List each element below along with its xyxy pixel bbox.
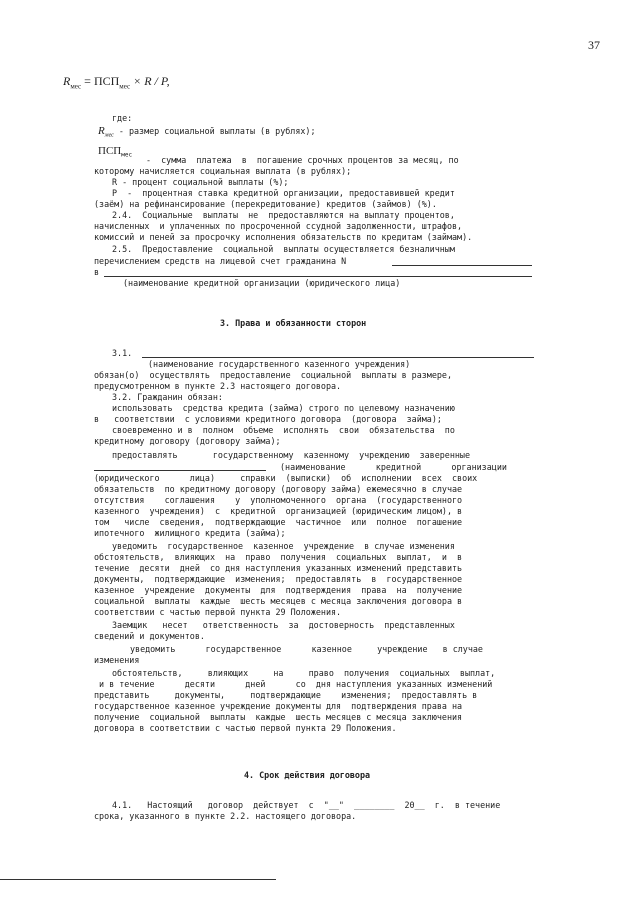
notify-line-4: документы, подтверждающие изменения; предоставлять в государственное bbox=[94, 574, 463, 584]
s41-line-1: 4.1. Настоящий договор действует с "__" ________ 20__ г. в течение bbox=[112, 800, 501, 810]
notify-line-1: уведомить государственное казенное учреждение в случае изменения bbox=[112, 541, 455, 551]
notify2-line-5: представить документы, подтверждающие изменения; предоставлять в bbox=[94, 690, 478, 700]
notify-line-2: обстоятельств, влияющих на право получения социальных выплат, и в bbox=[94, 552, 463, 562]
institution-caption: (наименование государственного казенного учреждения) bbox=[148, 359, 411, 369]
notify2-line-2: изменения bbox=[94, 655, 140, 665]
notify2-line-3: обстоятельств, влияющих на право получения социальных выплат, bbox=[112, 668, 496, 678]
p-rate-line-1: Р - процентная ставка кредитной организации, предоставившей кредит bbox=[112, 188, 455, 198]
provide-line-1: предоставлять государственному казенному учреждению заверенные bbox=[112, 450, 470, 460]
psp-text-2: которому начисляется социальная выплата (в рублях); bbox=[94, 166, 352, 176]
notify-line-5: казенное учреждение документы для подтверждения права на получение bbox=[94, 585, 463, 595]
provide-line-3: (юридического лица) справки (выписки) об исполнении всех своих bbox=[94, 473, 478, 483]
use-credit-3: своевременно и в полном объеме исполнять свои обязательства по bbox=[112, 425, 455, 435]
s41-line-2: срока, указанного в пункте 2.2. настоящего договора. bbox=[94, 811, 357, 821]
s31-num: 3.1. bbox=[112, 348, 133, 358]
notify2-line-4: и в течение десяти дней со дня наступления указанных изменений bbox=[94, 679, 493, 689]
p24-line-1: 2.4. Социальные выплаты не предоставляются на выплату процентов, bbox=[112, 210, 455, 220]
provide-line-4: обязательств по кредитному договору (договору займа) ежемесячно в случае bbox=[94, 484, 463, 494]
notify2-line-8: договора в соответствии с частью первой пункта 29 Положения. bbox=[94, 723, 397, 733]
provide-line-8: ипотечного жилищного кредита (займа); bbox=[94, 528, 286, 538]
account-number-blank bbox=[392, 265, 532, 266]
provide-line-6: казенного учреждения) с кредитной организацией (юридическим лицом), в bbox=[94, 506, 463, 516]
section-4-title: 4. Срок действия договора bbox=[244, 770, 371, 780]
where-label: где: bbox=[112, 113, 133, 123]
institution-blank bbox=[142, 357, 534, 358]
p-rate-line-2: (заём) на рефинансирование (перекредитование) кредитов (займов) (%). bbox=[94, 199, 437, 209]
p24-line-2: начисленных и уплаченных по просроченной ссудной задолженности, штрафов, bbox=[94, 221, 463, 231]
footnote-separator bbox=[0, 879, 276, 880]
formula: $R_{мес} = ПСП_{мес} \times R / P$, bbox=[63, 74, 170, 91]
notify2-line-6: государственное казенное учреждение документы для подтверждения права на bbox=[94, 701, 463, 711]
bank-name-blank bbox=[104, 276, 532, 277]
s31-line-1: обязан(о) осуществлять предоставление социальной выплаты в размере, bbox=[94, 370, 452, 380]
use-credit-4: кредитному договору (договору займа); bbox=[94, 436, 281, 446]
use-credit-1: использовать средства кредита (займа) строго по целевому назначению bbox=[112, 403, 455, 413]
r-percent-line: R - процент социальной выплаты (%); bbox=[112, 177, 289, 187]
notify2-line-7: получение социальной выплаты каждые шесть месяцев с месяца заключения bbox=[94, 712, 463, 722]
borrower-line-2: сведений и документов. bbox=[94, 631, 205, 641]
s31-line-2: предусмотренном в пункте 2.3 настоящего договора. bbox=[94, 381, 342, 391]
bank-blank bbox=[94, 470, 266, 471]
notify-line-7: соответствии с частью первой пункта 29 Положения. bbox=[94, 607, 342, 617]
provide-line-2: (наименование кредитной организации bbox=[280, 462, 507, 472]
p25-line-1: 2.5. Предоставление социальной выплаты осуществляется безналичным bbox=[112, 244, 455, 254]
borrower-line-1: Заемщик несет ответственность за достоверность представленных bbox=[112, 620, 455, 630]
bank-name-caption: (наименование кредитной организации (юридического лица) bbox=[123, 278, 401, 288]
psp-definition: $ПСП_{мес}$ bbox=[98, 145, 133, 159]
p25-line-2: перечислением средств на лицевой счет гражданина N bbox=[94, 256, 347, 266]
p25-line-3: в bbox=[94, 267, 100, 277]
p24-line-3: комиссий и пеней за просрочку исполнения обязательств по кредитам (займам). bbox=[94, 232, 473, 242]
notify-line-3: течение десяти дней со дня наступления указанных изменений представить bbox=[94, 563, 463, 573]
provide-line-5: отсутствия соглашения у уполномоченного органа (государственного bbox=[94, 495, 463, 505]
s32-heading: 3.2. Гражданин обязан: bbox=[112, 392, 223, 402]
notify-line-6: социальной выплаты каждые шесть месяцев с месяца заключения договора в bbox=[94, 596, 463, 606]
notify2-line-1: уведомить государственное казенное учреждение в случае bbox=[130, 644, 483, 654]
page-number: 37 bbox=[588, 38, 600, 52]
use-credit-2: в соответствии с условиями кредитного договора (договора займа); bbox=[94, 414, 442, 424]
provide-line-7: том числе сведения, подтверждающие частичное или полное погашение bbox=[94, 517, 463, 527]
section-3-title: 3. Права и обязанности сторон bbox=[220, 318, 367, 328]
psp-text-1: - сумма платежа в погашение срочных процентов за месяц, по bbox=[146, 155, 459, 165]
r-definition: $R_{мес}$ - размер социальной выплаты (в рублях); bbox=[98, 125, 316, 139]
